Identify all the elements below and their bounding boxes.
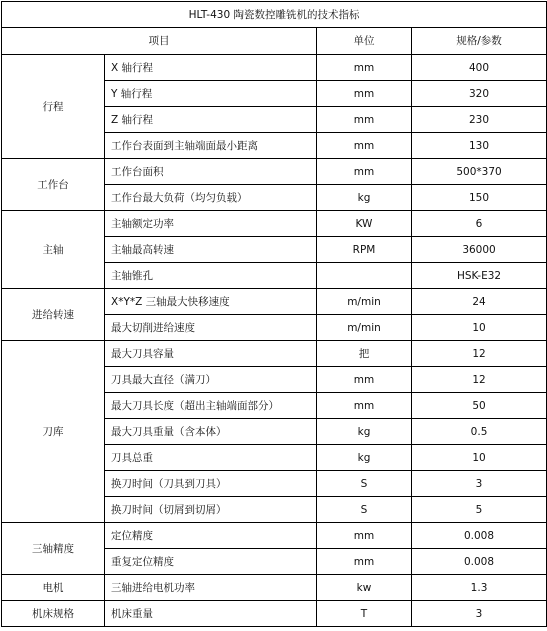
value-cell: 130: [412, 133, 547, 159]
item-cell: 换刀时间（切屑到切屑）: [105, 497, 317, 523]
header-unit: 单位: [317, 28, 412, 55]
value-cell: 0.5: [412, 419, 547, 445]
item-cell: 最大刀具长度（超出主轴端面部分）: [105, 393, 317, 419]
value-cell: 10: [412, 445, 547, 471]
value-cell: 150: [412, 185, 547, 211]
item-cell: 工作台表面到主轴端面最小距离: [105, 133, 317, 159]
unit-cell: S: [317, 471, 412, 497]
spec-table: [1, 1, 547, 627]
unit-cell: m/min: [317, 315, 412, 341]
value-cell: 5: [412, 497, 547, 523]
category-cell: 三轴精度: [2, 523, 105, 575]
value-cell: 12: [412, 367, 547, 393]
value-cell: 320: [412, 81, 547, 107]
table-title: HLT-430 陶瓷数控雕铣机的技术指标: [2, 2, 547, 28]
item-cell: 三轴进给电机功率: [105, 575, 317, 601]
item-cell: 重复定位精度: [105, 549, 317, 575]
value-cell: 12: [412, 341, 547, 367]
table-row: [2, 575, 547, 601]
category-cell: 刀库: [2, 341, 105, 523]
item-cell: 最大切削进给速度: [105, 315, 317, 341]
unit-cell: T: [317, 601, 412, 627]
item-cell: 主轴锥孔: [105, 263, 317, 289]
unit-cell: mm: [317, 107, 412, 133]
unit-cell: mm: [317, 367, 412, 393]
unit-cell: kg: [317, 445, 412, 471]
item-cell: Y 轴行程: [105, 81, 317, 107]
item-cell: 机床重量: [105, 601, 317, 627]
unit-cell: 把: [317, 341, 412, 367]
value-cell: 230: [412, 107, 547, 133]
value-cell: 3: [412, 601, 547, 627]
item-cell: 主轴额定功率: [105, 211, 317, 237]
value-cell: HSK-E32: [412, 263, 547, 289]
value-cell: 10: [412, 315, 547, 341]
unit-cell: KW: [317, 211, 412, 237]
value-cell: 24: [412, 289, 547, 315]
table-row: [2, 159, 547, 185]
header-item: 项目: [2, 28, 317, 55]
value-cell: 0.008: [412, 523, 547, 549]
value-cell: 0.008: [412, 549, 547, 575]
unit-cell: mm: [317, 549, 412, 575]
unit-cell: [317, 263, 412, 289]
table-row: [2, 341, 547, 367]
unit-cell: mm: [317, 133, 412, 159]
unit-cell: m/min: [317, 289, 412, 315]
item-cell: 换刀时间（刀具到刀具）: [105, 471, 317, 497]
value-cell: 3: [412, 471, 547, 497]
unit-cell: RPM: [317, 237, 412, 263]
table-row: [2, 289, 547, 315]
unit-cell: mm: [317, 81, 412, 107]
unit-cell: kg: [317, 419, 412, 445]
item-cell: X*Y*Z 三轴最大快移速度: [105, 289, 317, 315]
item-cell: 工作台最大负荷（均匀负载）: [105, 185, 317, 211]
unit-cell: S: [317, 497, 412, 523]
header-row: [2, 28, 547, 55]
unit-cell: kg: [317, 185, 412, 211]
item-cell: 刀具总重: [105, 445, 317, 471]
category-cell: 进给转速: [2, 289, 105, 341]
item-cell: 最大刀具容量: [105, 341, 317, 367]
value-cell: 50: [412, 393, 547, 419]
value-cell: 400: [412, 55, 547, 81]
value-cell: 1.3: [412, 575, 547, 601]
unit-cell: kw: [317, 575, 412, 601]
item-cell: 工作台面积: [105, 159, 317, 185]
item-cell: Z 轴行程: [105, 107, 317, 133]
table-row: [2, 523, 547, 549]
item-cell: 最大刀具重量（含本体）: [105, 419, 317, 445]
unit-cell: mm: [317, 159, 412, 185]
item-cell: 刀具最大直径（满刀）: [105, 367, 317, 393]
category-cell: 工作台: [2, 159, 105, 211]
value-cell: 36000: [412, 237, 547, 263]
category-cell: 主轴: [2, 211, 105, 289]
category-cell: 电机: [2, 575, 105, 601]
item-cell: 主轴最高转速: [105, 237, 317, 263]
header-value: 规格/参数: [412, 28, 547, 55]
category-cell: 机床规格: [2, 601, 105, 627]
table-row: [2, 55, 547, 81]
value-cell: 500*370: [412, 159, 547, 185]
unit-cell: mm: [317, 393, 412, 419]
table-row: [2, 211, 547, 237]
item-cell: X 轴行程: [105, 55, 317, 81]
unit-cell: mm: [317, 55, 412, 81]
spec-sheet: [1, 1, 546, 629]
unit-cell: mm: [317, 523, 412, 549]
title-row: [2, 2, 547, 28]
value-cell: 6: [412, 211, 547, 237]
category-cell: 行程: [2, 55, 105, 159]
table-row: [2, 601, 547, 627]
item-cell: 定位精度: [105, 523, 317, 549]
